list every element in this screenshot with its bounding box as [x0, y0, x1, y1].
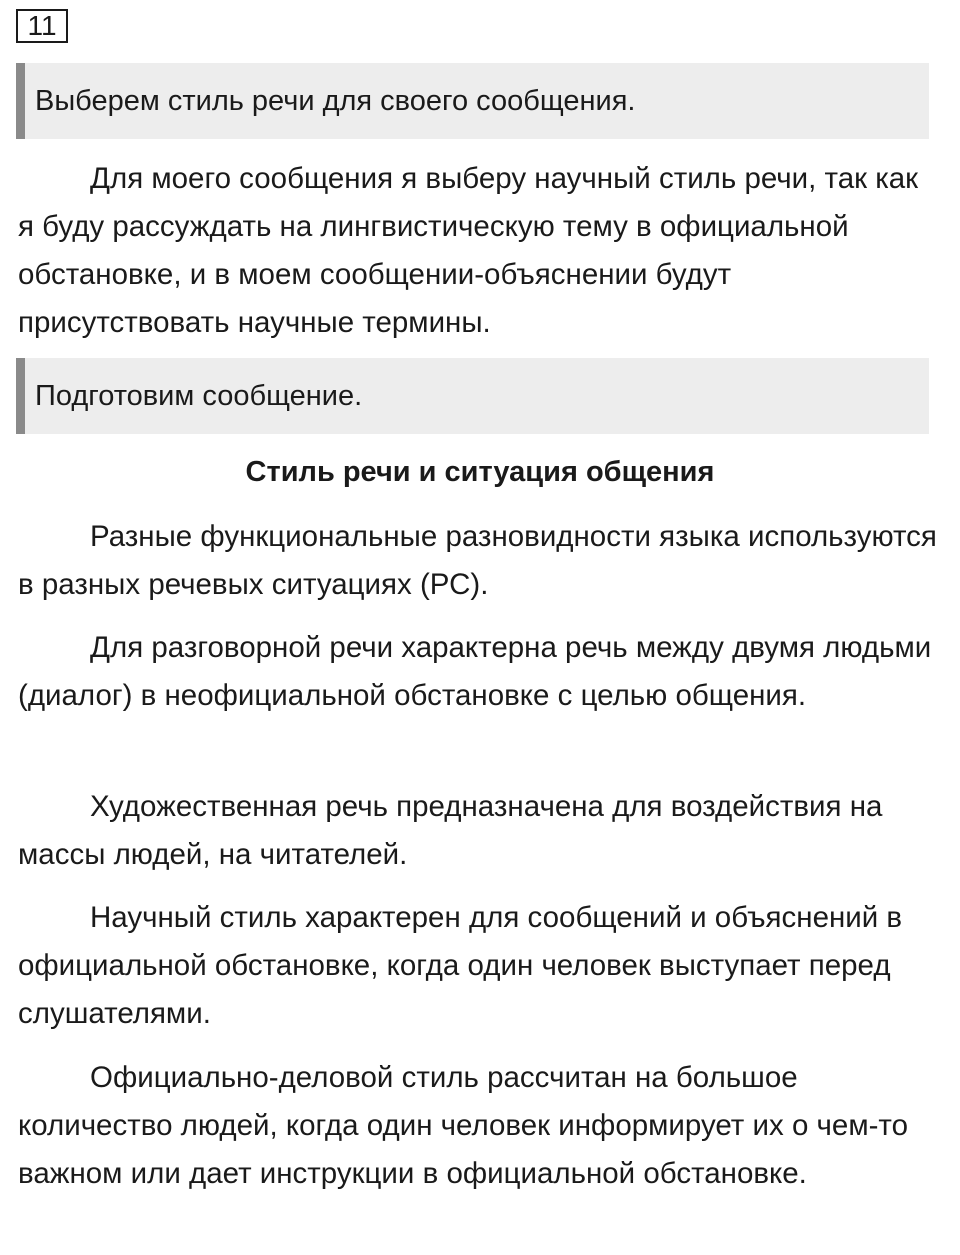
task-number-badge: 11: [16, 9, 68, 43]
paragraph-text: Разные функциональные разновидности языка используются в разных речевых ситуациях (РС).: [18, 520, 937, 601]
callout-prepare-message: [16, 358, 929, 434]
section-paragraph: [18, 624, 942, 720]
callout-text: Выберем стиль речи для своего сообщения.: [35, 84, 636, 117]
paragraph-text: Для разговорной речи характерна речь между двумя людьми (диалог) в неофициальной обстановке с целью общения.: [18, 631, 932, 712]
section-paragraph: [18, 894, 942, 1038]
paragraph-text: Для моего сообщения я выберу научный стиль речи, так как я буду рассуждать на лингвистическую тему в официальной обстановке, и в моем сообщении-объяснении будут присутствовать научные термины.: [18, 162, 919, 339]
callout-text: Подготовим сообщение.: [35, 379, 363, 412]
paragraph-text: Официально-деловой стиль рассчитан на большое количество людей, когда один человек информирует их о чем-то важном или дает инструкции в официальной обстановке.: [18, 1061, 909, 1190]
paragraph-text: Художественная речь предназначена для воздействия на массы людей, на читателей.: [18, 790, 883, 871]
section-paragraph: [18, 1054, 942, 1198]
section-paragraph: [18, 783, 942, 879]
paragraph-text: Научный стиль характерен для сообщений и объяснений в официальной обстановке, когда один человек выступает перед слушателями.: [18, 901, 903, 1030]
callout-choose-style: [16, 63, 929, 139]
answer-paragraph: [18, 155, 942, 347]
section-heading: Стиль речи и ситуация общения: [245, 456, 715, 488]
section-paragraph: [18, 513, 942, 609]
